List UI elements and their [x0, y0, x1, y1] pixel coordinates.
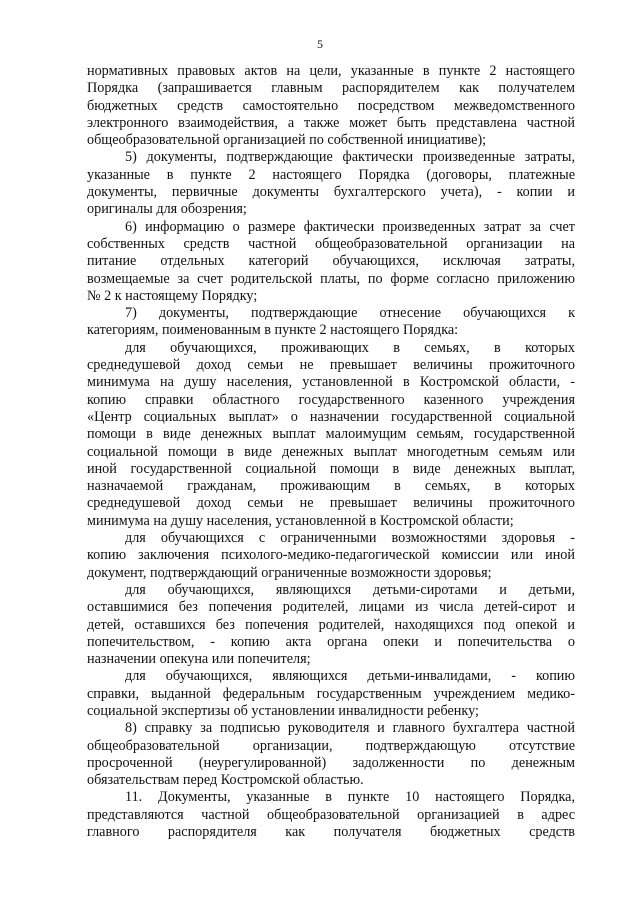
- text-line: социальной помощи в виде денежных выплат многодетным семьям или: [87, 443, 575, 460]
- text-line: иной государственной социальной помощи в виде денежных выплат,: [87, 460, 575, 477]
- text-line: для обучающихся, проживающих в семьях, в которых: [125, 339, 575, 356]
- text-line: справки, выданной федеральным государственным учреждением медико-: [87, 685, 575, 702]
- text-line: бюджетных средств самостоятельно посредством межведомственного: [87, 97, 575, 114]
- text-line: документы, первичные документы бухгалтерского учета), - копии и: [87, 184, 575, 201]
- text-line: 6) информацию о размере фактически произведенных затрат за счет: [125, 218, 575, 235]
- text-line: для обучающихся, являющихся детьми-инвалидами, - копию: [125, 668, 575, 685]
- text-line: 5) документы, подтверждающие фактически произведенные затраты,: [125, 149, 575, 166]
- text-line: категориям, поименованным в пункте 2 настоящего Порядка:: [87, 322, 459, 339]
- text-line: назначении опекуна или попечителя;: [87, 651, 311, 668]
- text-line: нормативных правовых актов на цели, указанные в пункте 2 настоящего: [87, 63, 575, 79]
- text-line: общеобразовательной организации, подтверждающую отсутствие: [87, 737, 575, 754]
- text-line: обязательствам перед Костромской областью.: [87, 772, 364, 789]
- text-line: среднедушевой доход семьи не превышает величины прожиточного: [87, 357, 575, 374]
- text-line: питание отдельных категорий обучающихся, исключая затраты,: [87, 253, 575, 270]
- text-line: представляются частной общеобразовательной организацией в адрес: [87, 806, 575, 823]
- text-line: копию справки областного государственного казенного учреждения: [87, 391, 575, 408]
- text-line: для обучающихся, являющихся детьми-сиротами и детьми,: [125, 581, 575, 598]
- text-line: попечительством, - копию акта органа опеки и попечительства о: [87, 633, 575, 650]
- page-number: 5: [317, 37, 323, 51]
- text-line: собственных средств частной общеобразовательной организации на: [87, 235, 575, 252]
- text-line: «Центр социальных выплат» о назначении государственной социальной: [87, 408, 575, 425]
- text-line: просроченной (неурегулированной) задолженности по денежным: [87, 754, 575, 771]
- text-line: социальной экспертизы об установлении инвалидности ребенку;: [87, 702, 479, 719]
- text-line: минимума на душу населения, установленной в Костромской области;: [87, 512, 514, 529]
- text-line: помощи в виде денежных выплат малоимущим семьям, государственной: [87, 426, 575, 443]
- text-line: указанные в пункте 2 настоящего Порядка (договоры, платежные: [87, 166, 575, 183]
- text-line: Порядка (запрашивается главным распорядителем как получателем: [87, 80, 575, 97]
- text-line: возмещаемые за счет родительской платы, по форме согласно приложению: [87, 270, 575, 287]
- text-line: 11. Документы, указанные в пункте 10 настоящего Порядка,: [125, 789, 575, 806]
- text-line: минимума на душу населения, установленной в Костромской области, -: [87, 374, 575, 391]
- text-line: главного распорядителя как получателя бюджетных средств: [87, 824, 575, 841]
- text-line: оригиналы для обозрения;: [87, 201, 247, 218]
- text-line: для обучающихся с ограниченными возможностями здоровья -: [125, 530, 575, 547]
- text-line: документ, подтверждающий ограниченные возможности здоровья;: [87, 564, 492, 581]
- text-line: № 2 к настоящему Порядку;: [87, 287, 258, 304]
- text-line: детей, оставшихся без попечения родителей, находящихся под опекой и: [87, 616, 575, 633]
- text-line: копию заключения психолого-медико-педагогической комиссии или иной: [87, 547, 575, 564]
- text-line: общеобразовательной организацией по собственной инициативе);: [87, 132, 487, 149]
- text-line: оставшимися без попечения родителей, лицами из числа детей-сирот и: [87, 599, 575, 616]
- text-line: среднедушевой доход семьи не превышает величины прожиточного: [87, 495, 575, 512]
- text-line: 7) документы, подтверждающие отнесение обучающихся к: [125, 305, 575, 322]
- text-line: электронного взаимодействия, а также может быть представлена частной: [87, 114, 575, 131]
- document-body: [87, 63, 575, 841]
- text-line: 8) справку за подписью руководителя и главного бухгалтера частной: [125, 720, 575, 737]
- text-line: назначаемой гражданам, проживающим в семьях, в которых: [87, 478, 575, 495]
